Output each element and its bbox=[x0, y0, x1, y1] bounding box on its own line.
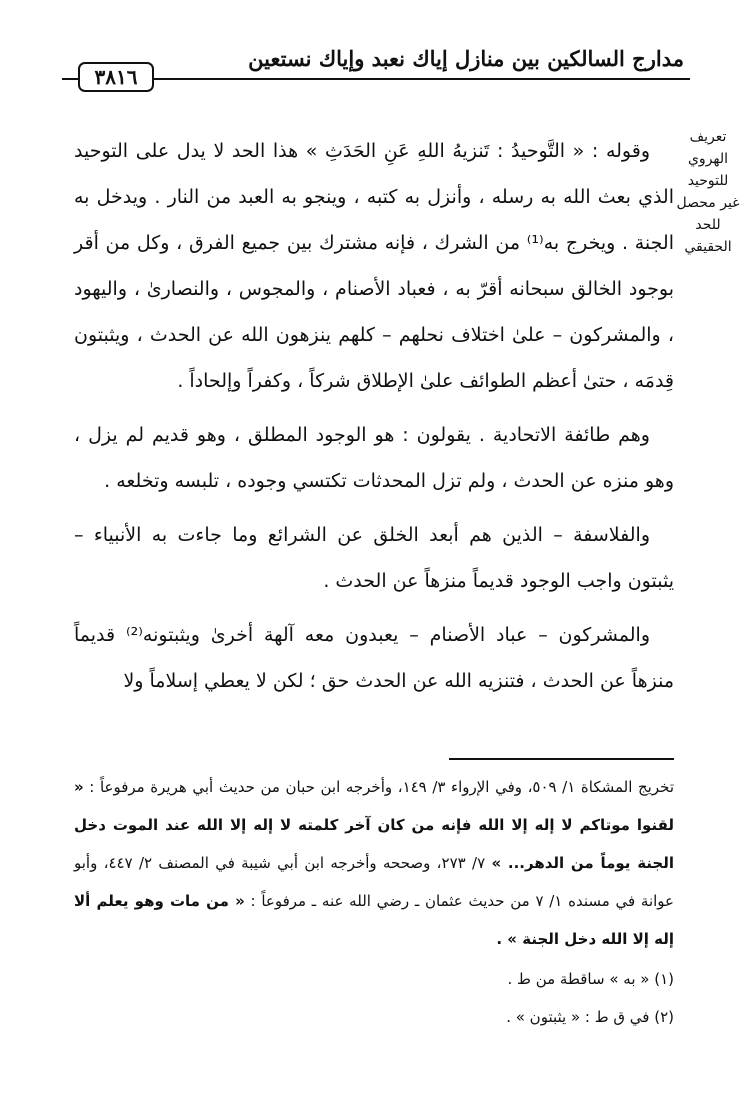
footnote-1: (١) « به » ساقطة من ط . bbox=[507, 970, 674, 988]
main-text bbox=[74, 128, 674, 704]
takhrij-middle: ٧/ ٢٧٣، وصححه وأخرجه ابن أبي شيبة في المصنف ٢/ ٤٤٧، وأبو عوانة في مسنده ١/ ٧ من حديث عثمان ـ رضي الله عنه ـ مرفوعاً : bbox=[74, 854, 674, 910]
margin-note bbox=[676, 126, 740, 258]
hadith-quote-2: « من مات وهو يعلم ألا إله إلا الله دخل الجنة » . bbox=[74, 892, 674, 948]
margin-note-line: للحد bbox=[695, 217, 721, 233]
footnote-takhrij bbox=[74, 768, 674, 958]
margin-note-line: للتوحيد bbox=[687, 173, 729, 189]
takhrij-intro: تخريج المشكاة ١/ ٥٠٩، وفي الإرواء ٣/ ١٤٩، وأخرجه ابن حبان من حديث أبي هريرة مرفوعاً : bbox=[89, 778, 674, 796]
paragraph-philosophers: والفلاسفة – الذين هم أبعد الخلق عن الشرائع وما جاءت به الأنبياء – يثبتون واجب الوجود قديماً منزهاً عن الحدث . bbox=[74, 524, 674, 592]
header-rule bbox=[62, 78, 690, 80]
paragraph-ittihadiyya: وهم طائفة الاتحادية . يقولون : هو الوجود المطلق ، وهو قديم لم يزل ، وهو منزه عن الحدث ، ولم تزل المحدثات تكتسي وجوده ، تلبسه وتخلعه . bbox=[74, 424, 674, 492]
margin-note-line: الحقيقي bbox=[684, 239, 732, 255]
margin-note-line: الهروي bbox=[687, 151, 729, 167]
paragraph-definition: وقوله : « التَّوحيدُ : تَنزيهُ اللهِ عَنِ الحَدَثِ » هذا الحد لا يدل على التوحيد الذي بعث الله به رسله ، وأنزل به كتبه ، وينجو به العبد من النار . ويدخل به الجنة . ويخرج به⁽¹⁾ من الشرك ، فإنه مشترك بين جميع الفرق ، وكل من أقر بوجود الخالق سبحانه أقرّ به ، فعباد الأصنام ، والمجوس ، والنصارىٰ ، واليهود ، والمشركون – علىٰ اختلاف نحلهم – كلهم ينزهون الله عن الحدث ، ويثبتون قِدمَه ، حتىٰ أعظم الطوائف علىٰ الإطلاق شركاً ، وكفراً وإلحاداً . bbox=[74, 140, 675, 392]
page-number: ٣٨١٦ bbox=[94, 65, 138, 89]
margin-note-line: غير محصل bbox=[676, 195, 740, 211]
hadith-quote-1: « لقنوا موتاكم لا إله إلا الله فإنه من كان آخر كلمته لا إله إلا الله عند الموت دخل الجنة يوماً من الدهر... » bbox=[74, 778, 674, 872]
footnote-separator bbox=[449, 758, 674, 760]
footnote-2: (٢) في ق ط : « يثبتون » . bbox=[506, 1008, 674, 1026]
footnotes bbox=[74, 768, 674, 1034]
margin-note-line: تعريف bbox=[689, 129, 727, 145]
page-number-box bbox=[78, 62, 154, 92]
paragraph-idol-worshippers: والمشركون – عباد الأصنام – يعبدون معه آلهة أخرىٰ ويثبتونه⁽²⁾ قديماً منزهاً عن الحدث ، فتنزيه الله عن الحدث حق ؛ لكن لا يعطي إسلاماً ولا bbox=[74, 624, 674, 692]
running-title: مدارج السالكين بين منازل إياك نعبد وإياك نستعين bbox=[248, 46, 684, 71]
